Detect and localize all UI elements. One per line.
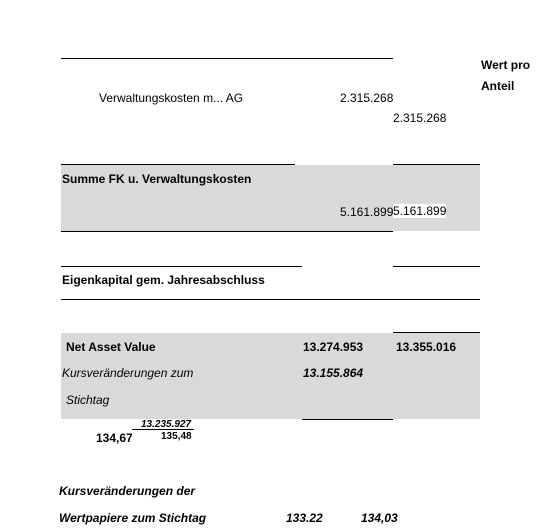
kurs1-label-line2: Stichtag: [66, 393, 110, 407]
nav-label: Net Asset Value: [66, 340, 156, 354]
rule-ek-right: [393, 266, 480, 267]
verwaltung-value1: 2.315.268: [340, 91, 394, 105]
kurs2-label-line2: Wertpapiere zum Stichtag: [59, 511, 207, 525]
rule-nav-bottom: [302, 419, 393, 420]
rule-summe-bottom: [61, 231, 393, 232]
kurs1-label-line1: Kursveränderungen zum: [62, 366, 194, 380]
kurs2-value1: 133.22: [286, 511, 323, 525]
perunit-value-a: 134,67: [96, 431, 133, 445]
nav-value2: 13.355.016: [396, 340, 457, 354]
rule-top: [61, 58, 393, 59]
summe-value2: 5.161.899: [393, 204, 447, 218]
kurs2-label-line1: Kursveränderungen der: [59, 484, 196, 498]
kurs1-value1: 13.155.864: [303, 366, 364, 380]
header-wert-line1: Wert pro: [481, 58, 531, 72]
rule-summe-left: [61, 164, 295, 165]
perunit-value-b: 13.235.927: [141, 419, 192, 430]
nav-value1: 13.274.953: [303, 340, 364, 354]
verwaltung-label: Verwaltungskosten m... AG: [99, 91, 244, 105]
perunit-value-c: 135,48: [161, 431, 192, 442]
rule-ek-left: [61, 266, 302, 267]
header-wert-line2: Anteil: [481, 79, 515, 93]
summe-label: Summe FK u. Verwaltungskosten: [62, 172, 252, 186]
summe-value1: 5.161.899: [340, 205, 394, 219]
rule-ek-bottom: [61, 299, 480, 300]
eigenkapital-label: Eigenkapital gem. Jahresabschluss: [62, 273, 265, 287]
rule-summe-right: [393, 164, 480, 165]
kurs2-value2: 134,03: [361, 511, 398, 525]
verwaltung-value2: 2.315.268: [393, 111, 447, 125]
rule-nav-right: [393, 332, 480, 333]
